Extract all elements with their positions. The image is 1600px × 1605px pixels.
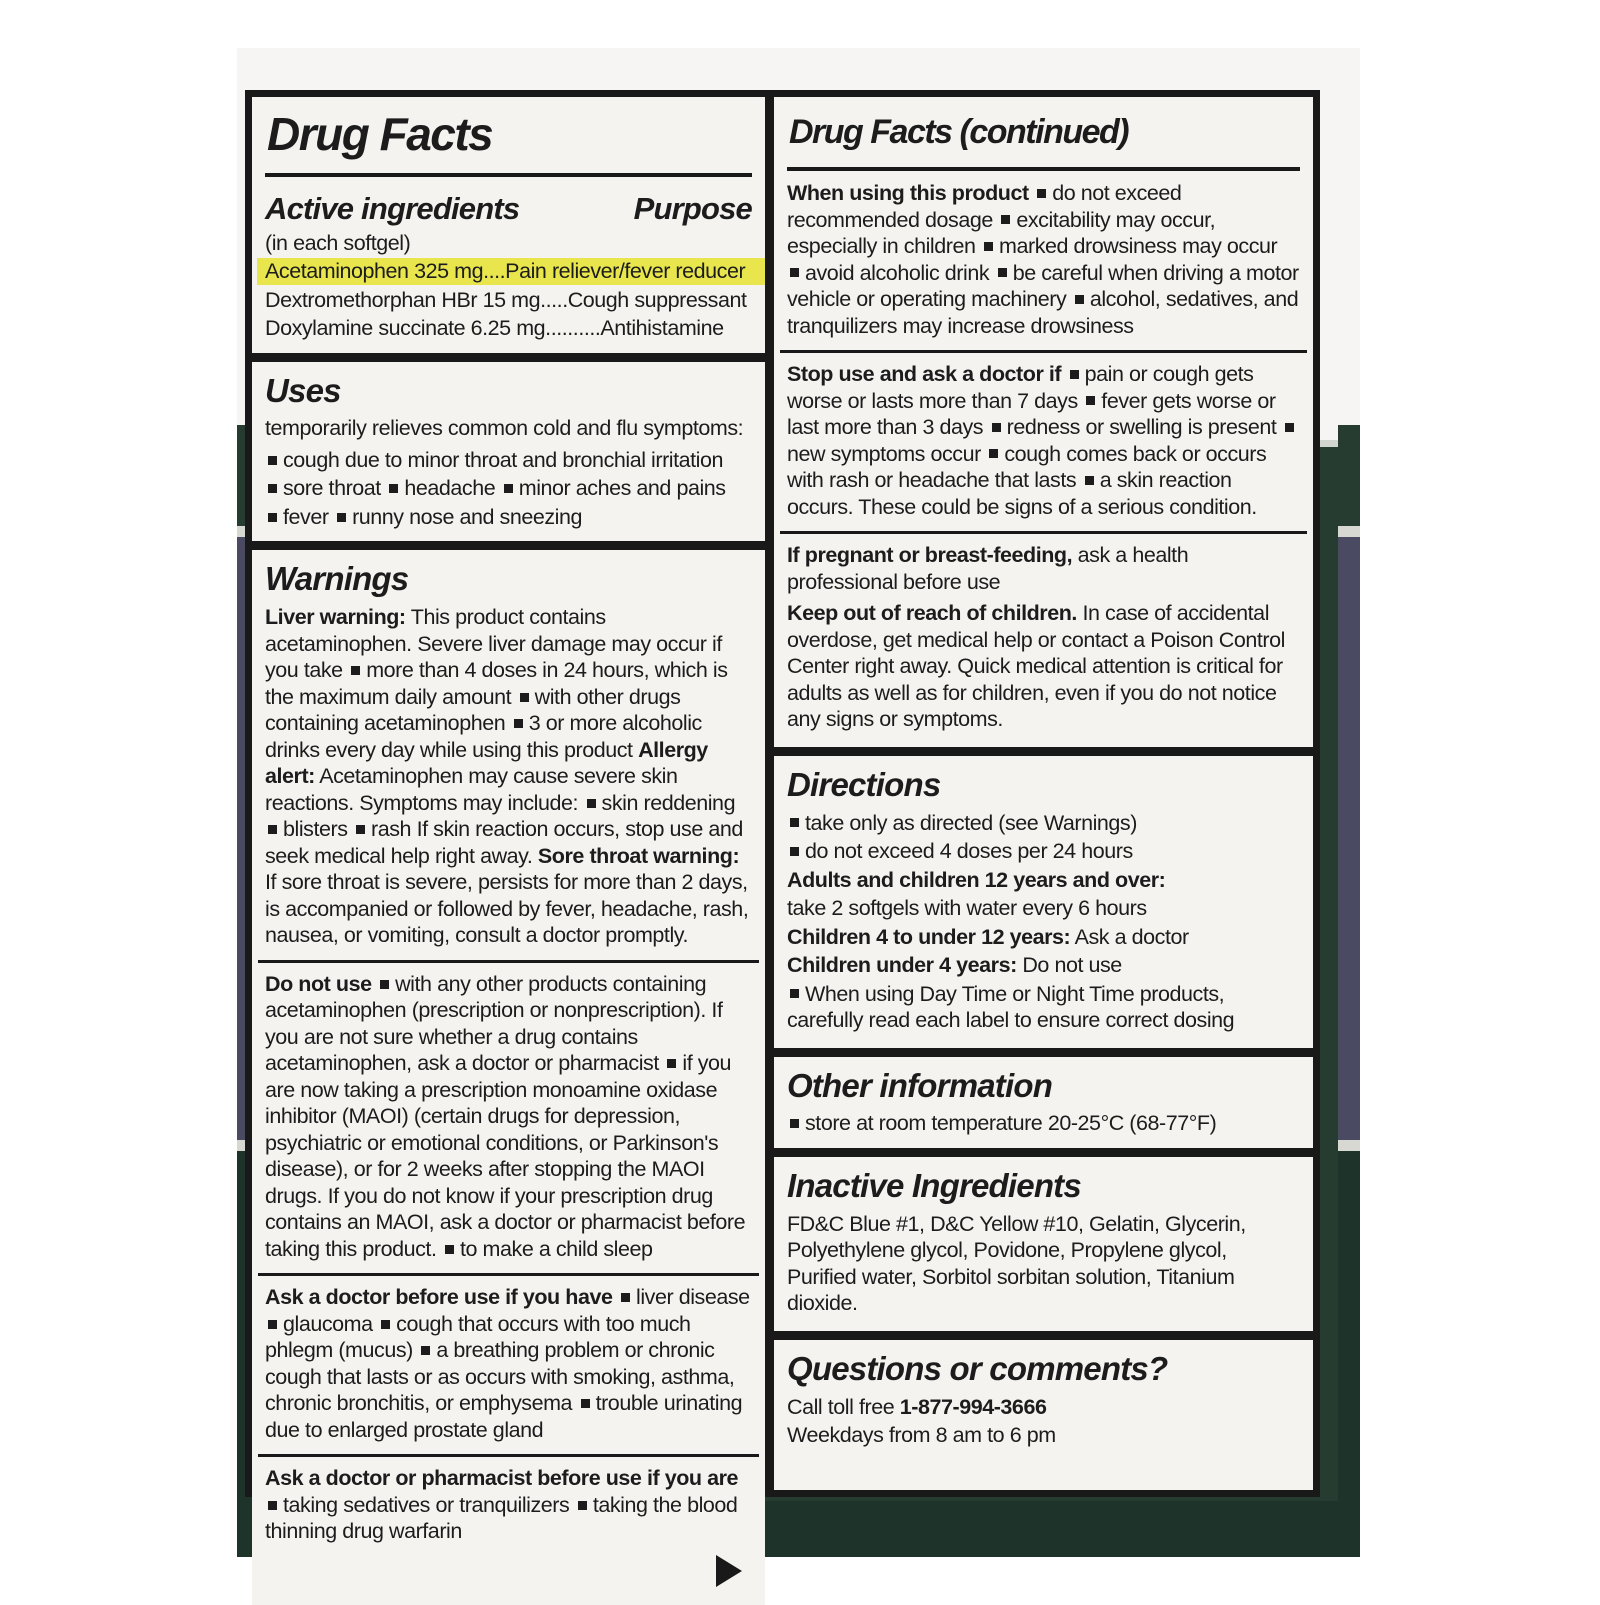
section-heading-warnings: Warnings: [265, 560, 409, 598]
text-run: Doxylamine succinate 6.25 mg..........Antihistamine: [265, 316, 724, 341]
text-run: trouble urinating due to enlarged prostate gland: [265, 1391, 743, 1442]
label-column-right: [774, 97, 1313, 1490]
box-questions-or-comments: [774, 1340, 1313, 1490]
text-run: excitability may occur, especially in children: [787, 207, 1216, 259]
stop-use: [787, 361, 1300, 520]
divider-rule: [258, 960, 759, 963]
bold-text: Children 4 to under 12 years:: [787, 924, 1071, 949]
bullet-square-icon: [421, 1346, 430, 1355]
bold-text: Ask a doctor before use if you have: [265, 1285, 618, 1310]
bullet-square-icon: [268, 484, 277, 493]
bullet-square-icon: [268, 513, 277, 522]
bold-text: 1-877-994-3666: [899, 1394, 1047, 1419]
bullet-square-icon: [587, 799, 596, 808]
text-run: glaucoma: [283, 1311, 379, 1336]
text-run: runny nose and sneezing: [352, 504, 582, 529]
bullet-square-icon: [1037, 189, 1046, 198]
bullet-square-icon: [445, 1245, 454, 1254]
text-run: to make a child sleep: [460, 1236, 653, 1261]
box-directions: [774, 756, 1313, 1048]
line-6: [787, 952, 1300, 979]
bullet-square-icon: [356, 825, 365, 834]
edge-notch: [1338, 526, 1360, 537]
bullet-square-icon: [389, 484, 398, 493]
text-run: Weekdays from 8 am to 6 pm: [787, 1423, 1056, 1448]
text-run: new symptoms occur: [787, 441, 987, 466]
line-1: [787, 1394, 1300, 1421]
bullet-square-icon: [520, 693, 529, 702]
bullet-square-icon: [1086, 396, 1095, 405]
package-back-panel: [237, 48, 1360, 1557]
text-run: do not exceed recommended dosage: [787, 181, 1182, 232]
text-run: taking sedatives or tranquilizers: [283, 1492, 575, 1517]
bullet-square-icon: [984, 242, 993, 251]
bullet-square-icon: [1075, 295, 1084, 304]
if-pregnant: [787, 542, 1300, 595]
do-not-use: [265, 971, 752, 1263]
bold-text: When using this product: [787, 181, 1035, 206]
section-title-drug-facts-continued: [787, 105, 1300, 171]
divider-rule: [780, 531, 1307, 534]
line-4: [787, 895, 1300, 922]
line-2: [265, 230, 752, 257]
bold-text: If pregnant or breast-feeding,: [787, 543, 1073, 568]
bullet-square-icon: [268, 1501, 277, 1510]
section-heading-questions-or-comments: Questions or comments?: [787, 1349, 1168, 1387]
bold-text: Liver warning:: [265, 605, 406, 630]
box-warnings: [252, 550, 765, 1604]
line-2: [265, 447, 752, 474]
heading-right: Purpose: [633, 190, 752, 226]
text-run: Call toll free: [787, 1394, 900, 1419]
section-title-active-ingredients: [265, 105, 752, 177]
text-run: headache: [404, 476, 501, 501]
bullet-square-icon: [381, 1320, 390, 1329]
line-4: [265, 504, 752, 531]
bullet-square-icon: [790, 268, 799, 277]
text-run: marked drowsiness may occur: [999, 234, 1278, 259]
text-run: sore throat: [283, 476, 387, 501]
text-run: When using Day Time or Night Time products, carefully read each label to ensure correct dosing: [787, 981, 1235, 1033]
bullet-square-icon: [1085, 476, 1094, 485]
text-run: This product contains acetaminophen. Severe liver damage may occur if you take: [265, 605, 722, 683]
box-drug-facts-continued: [774, 97, 1313, 747]
text-run: with any other products containing acetaminophen (prescription or nonprescription). If you are not sure whether a drug contains acetaminophen, ask a doctor or pharmacist: [265, 971, 723, 1076]
bullet-square-icon: [790, 1119, 799, 1128]
text-run: minor aches and pains: [518, 476, 726, 501]
text-run: fever: [283, 504, 335, 529]
ingredient-doxylamine: [265, 315, 752, 342]
bold-text: Adults and children 12 years and over:: [787, 867, 1166, 892]
text-run: pain or cough gets worse or lasts more than 7 days: [787, 362, 1254, 413]
text-run: taking the blood thinning drug warfarin: [265, 1492, 738, 1544]
text-run: Do not use: [1016, 953, 1122, 978]
line-2: [787, 1422, 1300, 1449]
box-inactive-ingredients: [774, 1157, 1313, 1331]
text-run: do not exceed 4 doses per 24 hours: [805, 839, 1133, 864]
bullet-square-icon: [1001, 215, 1010, 224]
text-run: be careful when driving a motor vehicle or operating machinery: [787, 260, 1299, 312]
text-run: temporarily relieves common cold and flu symptoms:: [265, 416, 744, 441]
label-column-left: [252, 97, 765, 1544]
text-run: redness or swelling is present: [1006, 415, 1282, 440]
bold-text: Sore throat warning:: [537, 843, 740, 868]
bold-text: Do not use: [265, 971, 378, 996]
text-run: a breathing problem or chronic cough that lasts or as occurs with smoking, asthma, chronic bronchitis, or emphysema: [265, 1338, 735, 1416]
text-run: blisters: [283, 817, 354, 842]
bullet-square-icon: [621, 1293, 630, 1302]
section-heading-uses: Uses: [265, 371, 341, 409]
bold-text: Keep out of reach of children.: [787, 601, 1077, 626]
text-run: skin reddening: [601, 790, 736, 815]
section-heading-directions: Directions: [787, 765, 941, 803]
text-run: Acetaminophen may cause severe skin reactions. Symptoms may include:: [265, 764, 678, 815]
text-run: Dextromethorphan HBr 15 mg.....Cough suppressant: [265, 287, 747, 312]
when-using: [787, 180, 1300, 339]
bullet-square-icon: [268, 456, 277, 465]
line-2: [787, 838, 1300, 865]
bullet-square-icon: [1285, 423, 1294, 432]
text-run: 3 or more alcoholic drinks every day while using this product: [265, 711, 702, 762]
bullet-square-icon: [992, 423, 1001, 432]
divider-rule: [258, 1273, 759, 1276]
line-3: [787, 867, 1300, 894]
line-5: [787, 924, 1300, 951]
text-run: if you are now taking a prescription monoamine oxidase inhibitor (MAOI) (certain drugs for depression, psychiatric or emotional conditions, or Parkinson's disease), or for 2 weeks after stopping the MAOI drugs. If you do not know if your prescription drug contains an MAOI, ask a doctor or pharmacist before taking this product.: [265, 1051, 746, 1261]
ask-doctor-before-use: [265, 1284, 752, 1443]
bullet-square-icon: [790, 818, 799, 827]
bold-text: Ask a doctor or pharmacist before use if you are: [265, 1466, 739, 1491]
bullet-square-icon: [790, 989, 799, 998]
liver-warning: [265, 604, 752, 949]
bold-text: Stop use and ask a doctor if: [787, 362, 1067, 387]
text-run: fever gets worse or last more than 3 days: [787, 388, 1276, 440]
p-1: [265, 415, 752, 442]
package-right-edge: [1338, 425, 1360, 1557]
edge-green-segment: [1338, 425, 1360, 526]
line-1: [787, 1110, 1300, 1137]
bold-text: Allergy alert:: [265, 737, 708, 789]
text-run: with other drugs containing acetaminophen: [265, 684, 681, 736]
edge-purple-segment: [1338, 537, 1360, 1140]
bullet-square-icon: [989, 449, 998, 458]
title-text: Drug Facts: [789, 113, 952, 151]
bullet-square-icon: [268, 1320, 277, 1329]
text-run: cough comes back or occurs with rash or headache that lasts: [787, 441, 1267, 493]
box-other-information: [774, 1057, 1313, 1148]
bullet-square-icon: [998, 268, 1007, 277]
divider-rule: [258, 1454, 759, 1457]
bullet-square-icon: [667, 1059, 676, 1068]
text-run: store at room temperature 20-25°C (68-77°F): [805, 1111, 1217, 1136]
text-run: Acetaminophen 325 mg....Pain reliever/fever reducer: [265, 259, 746, 284]
ingredient-dextromethorphan: [265, 287, 752, 314]
title-suffix: (continued): [951, 113, 1129, 151]
ingredient-acetaminophen: [257, 258, 765, 285]
divider-rule: [780, 350, 1307, 353]
text-run: cough due to minor throat and bronchial irritation: [283, 447, 724, 472]
text-run: a skin reaction occurs. These could be signs of a serious condition.: [787, 468, 1257, 519]
edge-green-segment: [1338, 1151, 1360, 1557]
p-7: [787, 981, 1300, 1034]
text-run: In case of accidental overdose, get medical help or contact a Poison Control Center right away. Quick medical attention is critical for adults as well as for children, even if you do not notice any signs or symptoms.: [787, 601, 1285, 732]
line-3: [265, 475, 752, 502]
text-run: more than 4 doses in 24 hours, which is the maximum daily amount: [265, 658, 728, 709]
keep-out-of-reach: [787, 600, 1300, 733]
edge-notch: [1338, 1140, 1360, 1151]
bullet-square-icon: [581, 1399, 590, 1408]
text-run: Ask a doctor: [1070, 924, 1189, 949]
box-active-ingredients: [252, 97, 765, 353]
text-run: avoid alcoholic drink: [805, 260, 995, 285]
text-run: take 2 softgels with water every 6 hours: [787, 896, 1147, 921]
continue-arrow-icon: [716, 1555, 742, 1587]
bullet-square-icon: [790, 847, 799, 856]
text-run: ask a health professional before use: [787, 543, 1189, 594]
text-run: liver disease: [636, 1285, 750, 1310]
text-run: take only as directed (see Warnings): [805, 810, 1137, 835]
drug-facts-label: [245, 90, 1320, 1544]
bullet-square-icon: [514, 719, 523, 728]
bullet-square-icon: [504, 484, 513, 493]
bullet-square-icon: [268, 825, 277, 834]
bullet-square-icon: [337, 513, 346, 522]
text-run: (in each softgel): [265, 230, 411, 255]
section-heading-other-information: Other information: [787, 1066, 1053, 1104]
text-run: cough that occurs with too much phlegm (mucus): [265, 1311, 691, 1363]
text-run: rash If skin reaction occurs, stop use and seek medical help right away.: [265, 817, 743, 868]
text-run: FD&C Blue #1, D&C Yellow #10, Gelatin, Glycerin, Polyethylene glycol, Povidone, Propylene glycol, Purified water, Sorbitol sorbitan solution, Titanium dioxide.: [787, 1211, 1246, 1316]
heading-row: [265, 191, 752, 227]
heading-left: Active ingredients: [265, 190, 520, 226]
bold-text: Children under 4 years:: [787, 953, 1017, 978]
bullet-square-icon: [380, 980, 389, 989]
line-1: [787, 810, 1300, 837]
bullet-square-icon: [578, 1501, 587, 1510]
title-text: Drug Facts: [267, 108, 493, 160]
bullet-square-icon: [351, 666, 360, 675]
bullet-square-icon: [1070, 370, 1079, 379]
text-run: alcohol, sedatives, and tranquilizers may increase drowsiness: [787, 287, 1299, 338]
section-heading-inactive-ingredients: Inactive Ingredients: [787, 1166, 1081, 1204]
text-run: If sore throat is severe, persists for more than 2 days, is accompanied or followed by fever, headache, rash, nausea, or vomiting, consult a doctor promptly.: [265, 870, 749, 948]
continue-arrow-row: [265, 1549, 752, 1595]
box-uses: [252, 362, 765, 542]
ask-doctor-or-pharmacist: [265, 1465, 752, 1545]
p-1: [787, 1211, 1300, 1317]
